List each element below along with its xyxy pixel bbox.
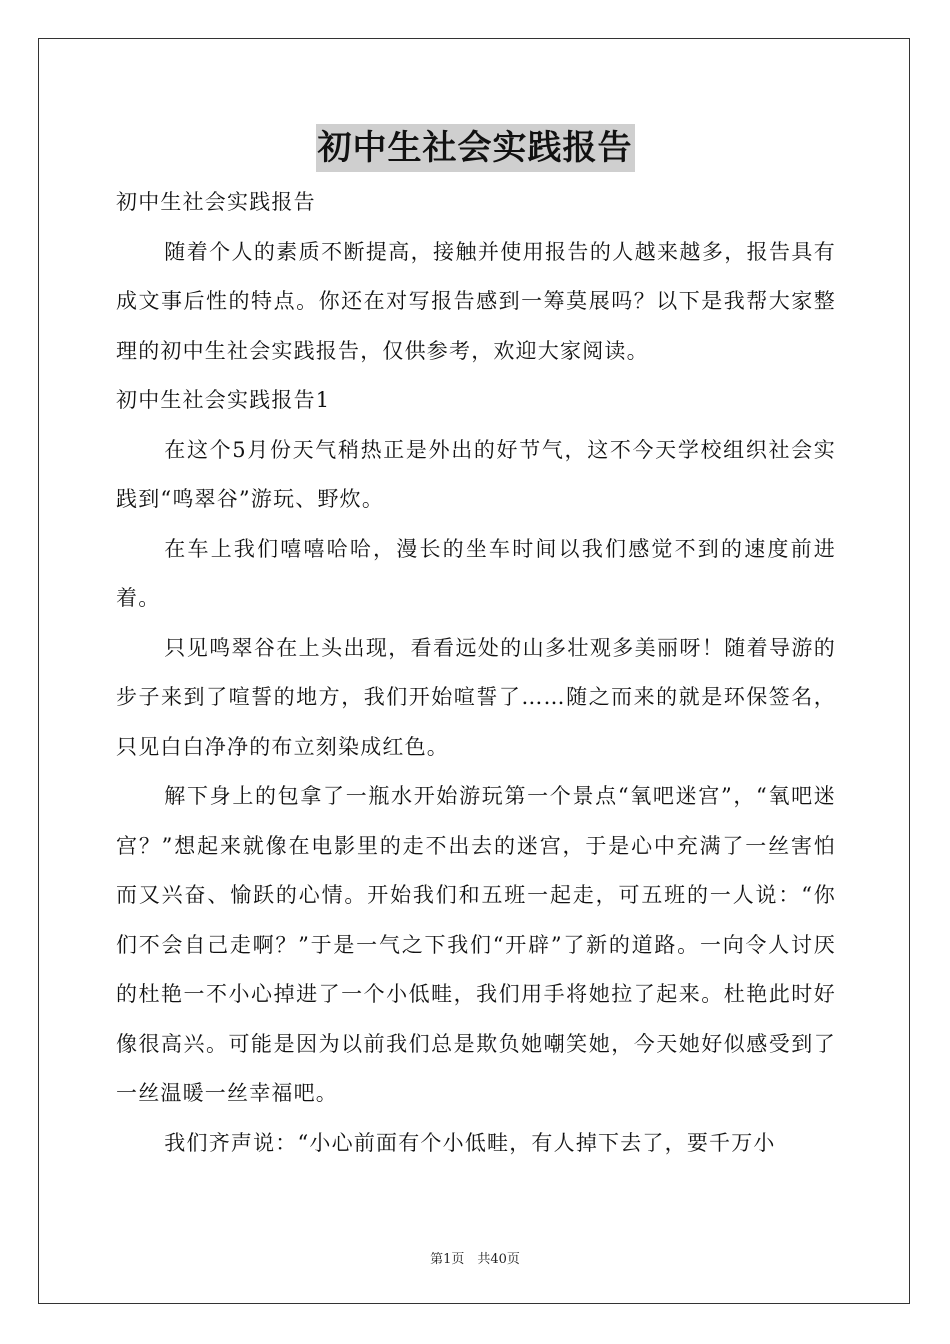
paragraph: 只见鸣翠谷在上头出现，看看远处的山多壮观多美丽呀！随着导游的步子来到了喧誓的地方，我们开始喧誓了……随之而来的就是环保签名，只见白白净净的布立刻染成红色。 bbox=[116, 635, 836, 759]
document-title: 初中生社会实践报告 bbox=[316, 124, 635, 172]
title-container bbox=[0, 124, 950, 172]
paragraph: 随着个人的素质不断提高，接触并使用报告的人越来越多，报告具有成文事后性的特点。你还在对写报告感到一筹莫展吗？以下是我帮大家整理的初中生社会实践报告，仅供参考，欢迎大家阅读。 bbox=[116, 239, 836, 363]
paragraph: 我们齐声说：“小心前面有个小低畦，有人掉下去了，要千万小 bbox=[164, 1130, 776, 1155]
paragraph: 解下身上的包拿了一瓶水开始游玩第一个景点“氧吧迷宫”，“氧吧迷宫？”想起来就像在电影里的走不出去的迷宫，于是心中充满了一丝害怕而又兴奋、愉跃的心情。开始我们和五班一起走，可五班的一人说：“你们不会自己走啊？”于是一气之下我们“开辟”了新的道路。一向令人讨厌的杜艳一不小心掉进了一个小低畦，我们用手将她拉了起来。杜艳此时好像很高兴。可能是因为以前我们总是欺负她嘲笑她，今天她好似感受到了一丝温暖一丝幸福吧。 bbox=[116, 784, 836, 1105]
paragraph: 在这个5月份天气稍热正是外出的好节气，这不今天学校组织社会实践到“鸣翠谷”游玩、野炊。 bbox=[116, 437, 836, 511]
document-body bbox=[116, 178, 836, 1168]
page-footer: 第1页 共40页 bbox=[430, 1252, 520, 1267]
paragraph: 在车上我们嘻嘻哈哈，漫长的坐车时间以我们感觉不到的速度前进着。 bbox=[116, 536, 836, 610]
paragraph: 初中生社会实践报告 bbox=[116, 190, 316, 214]
paragraph: 初中生社会实践报告1 bbox=[116, 388, 331, 412]
